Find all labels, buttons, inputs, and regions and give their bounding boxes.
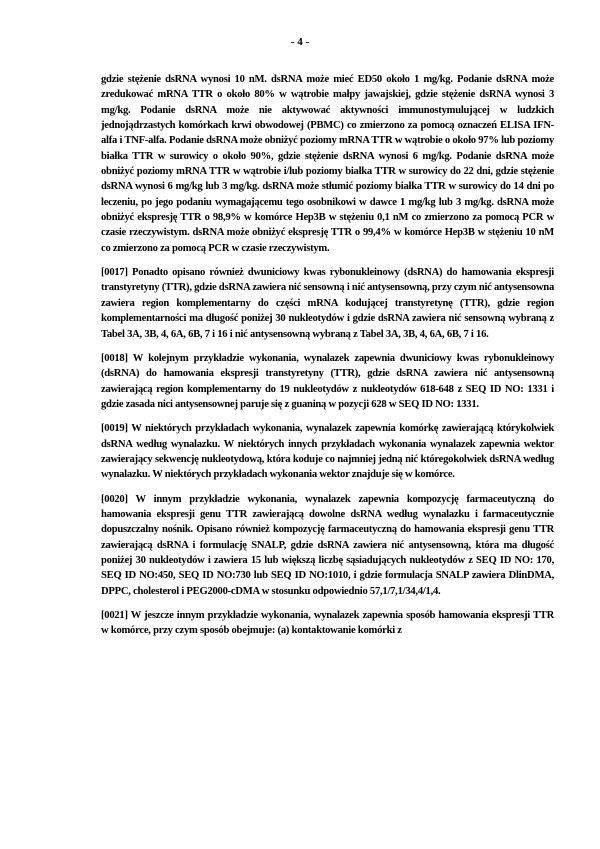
- paragraph-text: W innym przykładzie wykonania, wynalazek zapewnia kompozycję farmaceutyczną do hamowania ekspresji genu TTR zawierającą dowolne dsRNA według wynalazku i farmaceutycznie dopuszczalny nośnik. Opisano również kompozycję farmaceutyczną do hamowania ekspresji genu TTR zawierającą dsRNA i formulację SNALP, gdzie dsRNA zawiera nić antysensowną, która ma długość poniżej 30 nukleotydów i zawiera 15 lub większą liczbę sąsiadujących nukleotydów z SEQ ID NO: 170, SEQ ID NO:450, SEQ ID NO:730 lub SEQ ID NO:1010, i gdzie formulacja SNALP zawiera DlinDMA, DPPC, cholesterol i PEG2000-cDMA w stosunku odpowiednio 57,1/7,1/34,4/1,4.: [101, 493, 554, 597]
- paragraph-text: W kolejnym przykładzie wykonania, wynalazek zapewnia dwuniciowy kwas rybonukleinowy (dsRNA) do hamowania ekspresji transtyretyny (TTR), gdzie dsRNA zawiera nić antysensowną zawierającą region komplementarny do 19 nukleotydów z nukleotydów 618-648 z SEQ ID NO: 1331 i gdzie zasada nici antysensownej paruje się z guaniną w pozycji 628 w SEQ ID NO: 1331.: [101, 352, 554, 410]
- paragraph-number: [0021]: [101, 610, 128, 621]
- paragraph-text: gdzie stężenie dsRNA wynosi 10 nM. dsRNA może mieć ED50 około 1 mg/kg. Podanie dsRNA może zredukować mRNA TTR o około 80% w wątrobie małpy jawajskiej, gdzie stężenie dsRNA wynosi 3 mg/kg. Podanie dsRNA może nie aktywować aktywności immunostymulującej w ludzkich jednojądrzastych komórkach krwi obwodowej (PBMC) co zmierzono za pomocą oznaczeń ELISA IFN-alfa i TNF-alfa. Podanie dsRNA może obniżyć poziomy mRNA TTR w wątrobie o około 97% lub poziomy białka TTR w surowicy o około 90%, gdzie stężenie dsRNA wynosi 6 mg/kg. Podanie dsRNA może obniżyć poziomy mRNA TTR w wątrobie i/lub poziomy białka TTR w surowicy do 22 dni, gdzie stężenie dsRNA wynosi 6 mg/kg lub 3 mg/kg. dsRNA może stłumić poziomy białka TTR w surowicy do 14 dni po leczeniu, po jego podaniu wymagającemu tego osobnikowi w dawce 1 mg/kg lub 3 mg/kg. dsRNA może obniżyć ekspresję TTR o 98,9% w komórce Hep3B w stężeniu 0,1 nM co zmierzono za pomocą PCR w czasie rzeczywistym. dsRNA może obniżyć ekspresję TTR o 99,4% w komórce Hep3B w stężeniu 10 nM co zmierzono za pomocą PCR w czasie rzeczywistym.: [101, 74, 554, 254]
- page-number: - 4 -: [290, 36, 310, 48]
- paragraph-continuation: [101, 72, 554, 256]
- paragraph-0021: [101, 608, 554, 639]
- document-body: [101, 72, 554, 648]
- paragraph-text: W jeszcze innym przykładzie wykonania, wynalazek zapewnia sposób hamowania ekspresji TTR w komórce, przy czym sposób obejmuje: (a) kontaktowanie komórki z: [101, 610, 554, 637]
- paragraph-0018: [101, 351, 554, 412]
- paragraph-number: [0017]: [101, 267, 128, 279]
- paragraph-number: [0019]: [101, 423, 128, 435]
- paragraph-0017: [101, 265, 554, 342]
- paragraph-text: W niektórych przykładach wykonania, wynalazek zapewnia komórkę zawierającą którykolwiek dsRNA według wynalazku. W niektórych innych przykładach wykonania wynalazek zapewnia wektor zawierający sekwencję nukleotydową, która koduje co najmniej jedną nić któregokolwiek dsRNA według wynalazku. W niektórych przykładach wykonania wektor znajduje się w komórce.: [101, 423, 554, 481]
- paragraph-number: [0018]: [101, 352, 128, 364]
- paragraph-0020: [101, 492, 554, 599]
- paragraph-number: [0020]: [101, 493, 128, 505]
- paragraph-0019: [101, 421, 554, 482]
- paragraph-text: Ponadto opisano również dwuniciowy kwas rybonukleinowy (dsRNA) do hamowania ekspresji transtyretyny (TTR), gdzie dsRNA zawiera nić sensowną i nić antysensowną, przy czym nić antysensowna zawiera region komplementarny do części mRNA kodującej transtyretynę (TTR), gdzie region komplementarności ma długość poniżej 30 nukleotydów i gdzie dsRNA zawiera nić sensowną wybraną z Tabel 3A, 3B, 4, 6A, 6B, 7 i 16 i nić antysensowną wybraną z Tabel 3A, 3B, 4, 6A, 6B, 7 i 16.: [101, 267, 554, 340]
